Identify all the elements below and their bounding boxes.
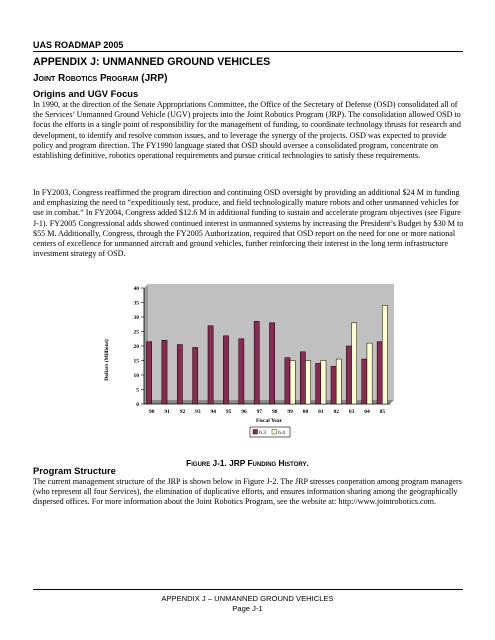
- x-tick-label: 94: [210, 409, 216, 415]
- bar-6-3-04: [362, 359, 367, 404]
- y-tick-label: 10: [133, 373, 139, 379]
- x-tick-label: 93: [195, 409, 201, 415]
- bar-6-3-05: [377, 342, 382, 404]
- footer-appendix: APPENDIX J – UNMANNED GROUND VEHICLES: [161, 594, 334, 603]
- program-title: Joint Robotics Program (JRP): [33, 73, 168, 84]
- bar-6-4-00: [305, 361, 310, 405]
- bar-6-3-91: [162, 340, 167, 404]
- bar-6-3-01: [316, 363, 321, 404]
- figure-title: JRP Funding History.: [229, 458, 309, 468]
- bar-6-3-95: [223, 336, 228, 404]
- appendix-title: APPENDIX J: UNMANNED GROUND VEHICLES: [33, 56, 271, 68]
- bar-6-3-92: [177, 345, 182, 404]
- y-tick-label: 30: [133, 315, 139, 321]
- bar-6-4-04: [367, 343, 372, 404]
- x-tick-label: 98: [271, 409, 278, 415]
- funding-chart-svg: [100, 284, 400, 454]
- x-tick-label: 97: [256, 409, 263, 415]
- bar-6-4-03: [352, 323, 357, 404]
- bar-6-3-94: [208, 326, 213, 404]
- bar-6-4-05: [382, 305, 387, 404]
- bar-6-4-99: [290, 361, 295, 405]
- bar-6-3-93: [193, 347, 198, 404]
- running-header: UAS ROADMAP 2005: [33, 40, 124, 50]
- y-tick-label: 5: [136, 387, 139, 394]
- paragraph-funding: In FY2003, Congress reaffirmed the program direction and continuing OSD oversight by providing an additional $24 M in funding and emphasizing the need to “expeditiously test, produce, and field technologically mature robots and other unmanned vehicles for use in combat.” In FY2004, Congress added $12.6 M in additional funding to sustain and accelerate program objectives (see Figure J-1). FY2005 Congressional adds showed continued interest in unmanned systems by increasing the President’s Budget by $30 M to $55 M. Additionally, Congress, through the FY2005 Authorization, required that OSD report on the need for one or more national centers of excellence for unmanned aircraft and ground vehicles, further reinforcing their interest in the long term infrastructure investment strategy of OSD.: [33, 188, 464, 259]
- footer-rule: [33, 589, 463, 590]
- bar-6-3-97: [254, 321, 259, 404]
- bar-6-3-00: [300, 352, 305, 404]
- y-tick-label: 25: [133, 329, 139, 336]
- x-tick-label: 96: [241, 409, 247, 415]
- x-tick-label: 95: [225, 409, 232, 415]
- bar-6-3-98: [269, 323, 274, 404]
- legend-label-6-3: 6.3: [259, 430, 266, 436]
- y-tick-label: 15: [133, 358, 139, 365]
- x-tick-label: 02: [333, 409, 339, 415]
- y-tick-label: 20: [133, 344, 139, 350]
- x-tick-label: 04: [364, 409, 370, 415]
- funding-chart: [100, 284, 400, 454]
- legend-swatch-6-3: [253, 430, 258, 435]
- legend-swatch-6-4: [272, 430, 277, 435]
- paragraph-origins: In 1990, at the direction of the Senate Appropriations Committee, the Office of the Secretary of Defense (OSD) consolidated all of the Services’ Unmanned Ground Vehicle (UGV) projects into the Joint Robotics Program (JRP). The consolidation allowed OSD to focus the efforts in a single point of responsibility for the management of funding, to coordinate technology thrusts for research and development, to identify and resolve common issues, and to leverage the synergy of the projects. OSD was expected to provide policy and program direction. The FY1990 language stated that OSD should oversee a consolidated program, concentrate on establishing definitive, robotics operational requirements and pursue critical technologies to satisfy these requirements.: [33, 100, 461, 161]
- bar-6-4-02: [336, 359, 341, 404]
- legend-label-6-4: 6.4: [278, 430, 285, 436]
- bar-6-3-99: [285, 358, 290, 404]
- x-tick-label: 00: [302, 409, 309, 415]
- origins-heading: Origins and UGV Focus: [33, 88, 139, 99]
- figure-number: Figure J-1.: [186, 458, 227, 468]
- bar-6-3-02: [331, 366, 336, 404]
- paragraph-structure: The current management structure of the JRP is shown below in Figure J-2. The JRP stresses cooperation among program managers (who represent all four Services), the elimination of duplicative efforts, and ensures information sharing among the geographically dispersed offices. For more information about the Joint Robotics Program, see the website at: http://www.jointrobotics.com.: [33, 477, 462, 507]
- x-tick-label: 99: [287, 409, 293, 415]
- x-tick-label: 03: [348, 409, 355, 415]
- bar-6-3-03: [346, 346, 351, 404]
- x-axis-label: Fiscal Year: [256, 418, 282, 424]
- structure-heading: Program Structure: [33, 465, 116, 476]
- bar-6-3-90: [146, 342, 151, 404]
- x-tick-label: 90: [148, 409, 155, 415]
- chart-legend: [250, 427, 290, 437]
- x-tick-label: 05: [379, 409, 386, 415]
- y-tick-label: 0: [136, 402, 139, 408]
- footer-page-number: Page J-1: [232, 604, 263, 613]
- bar-6-4-01: [321, 361, 326, 405]
- x-tick-label: 92: [179, 409, 186, 415]
- bar-6-3-96: [239, 339, 244, 404]
- header-rule: [33, 51, 463, 52]
- x-tick-label: 01: [318, 409, 324, 415]
- y-axis-label: Dollars (Millions): [104, 339, 110, 381]
- y-tick-label: 35: [133, 300, 139, 307]
- x-tick-label: 91: [164, 409, 170, 415]
- y-tick-label: 40: [133, 286, 139, 292]
